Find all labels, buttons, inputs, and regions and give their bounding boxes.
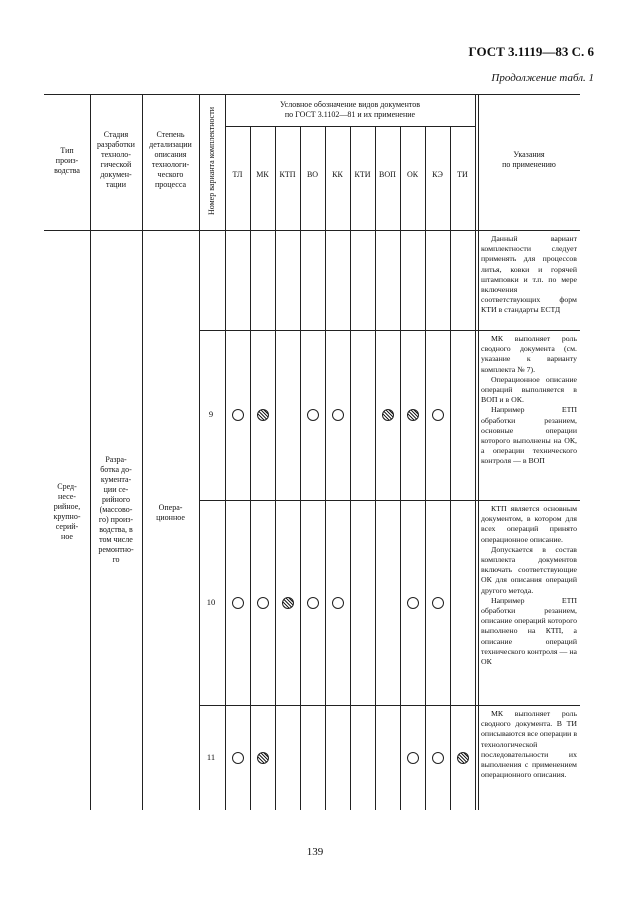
col-header-detail-line: процесса bbox=[154, 180, 187, 189]
col-header-stage-line: Стадия bbox=[103, 130, 129, 139]
empty-circle-mark bbox=[432, 752, 444, 764]
table-header-bottom-rule bbox=[44, 230, 580, 231]
body-detail-text-line: ционное bbox=[156, 513, 185, 522]
col-header-stage-line: разработки bbox=[97, 140, 135, 149]
hatched-circle-mark bbox=[382, 409, 394, 421]
hatched-circle-mark bbox=[257, 409, 269, 421]
doc-code-5: КТИ bbox=[354, 170, 371, 179]
empty-circle-mark bbox=[407, 597, 419, 609]
doc-column-rule bbox=[325, 126, 326, 810]
table-continuation-label: Продолжение табл. 1 bbox=[491, 72, 594, 84]
col-header-detail-line: детализации bbox=[149, 140, 192, 149]
col-header-detail-line: описания bbox=[154, 150, 187, 159]
doc-code-2: КТП bbox=[279, 170, 296, 179]
body-type-text-line: рийное, bbox=[53, 502, 81, 511]
hatched-circle-mark bbox=[457, 752, 469, 764]
hatched-circle-mark bbox=[407, 409, 419, 421]
body-stage-text-line: ботка до- bbox=[100, 465, 132, 474]
body-type-text bbox=[44, 482, 90, 542]
doc-code-0: ТЛ bbox=[232, 170, 243, 179]
col-header-type-line: произ- bbox=[55, 156, 79, 165]
body-stage-text-line: кумента- bbox=[100, 475, 132, 484]
col-header-stage-line: гической bbox=[100, 160, 132, 169]
doc-column-rule bbox=[350, 126, 351, 810]
col-header-docs bbox=[225, 100, 475, 120]
body-type-text-line: крупно- bbox=[53, 512, 81, 521]
table-column-rule bbox=[142, 94, 143, 810]
body-stage-text-line: том числе bbox=[99, 535, 133, 544]
page-number: 139 bbox=[306, 846, 324, 858]
col-header-stage bbox=[90, 130, 142, 190]
empty-circle-mark bbox=[257, 597, 269, 609]
usage-note-paragraph: Допускается в состав комплекта документов включать соответствующие ОК для описания операций другого метода. bbox=[481, 544, 577, 595]
body-stage-text-line: Разра- bbox=[105, 455, 127, 464]
doc-column-rule bbox=[275, 126, 276, 810]
doc-column-rule bbox=[300, 126, 301, 810]
doc-column-rule bbox=[475, 94, 476, 810]
page-header-title: ГОСТ 3.1119—83 С. 6 bbox=[468, 44, 594, 59]
doc-column-rule bbox=[375, 126, 376, 810]
usage-note bbox=[478, 234, 580, 316]
empty-circle-mark bbox=[232, 752, 244, 764]
empty-circle-mark bbox=[432, 409, 444, 421]
usage-note-paragraph: МК выполняет роль сводного документа. В ТИ описываются все операции в технологической последовательности их выполнения с применением операционного описания. bbox=[481, 709, 577, 780]
usage-note-paragraph: Например ЕТП обработки резанием, описание операций которого выполнено на КТП, а описание операций технического контроля — на ОК bbox=[481, 595, 577, 667]
body-type-text-line: Сред- bbox=[57, 482, 77, 491]
body-stage-text-line: водства, в bbox=[99, 525, 133, 534]
row-rule bbox=[199, 500, 580, 501]
variant-number: 9 bbox=[208, 409, 214, 419]
col-header-detail-line: ческого bbox=[157, 170, 184, 179]
col-header-docs-line: Условное обозначение видов документов bbox=[279, 100, 421, 109]
row-rule bbox=[199, 330, 580, 331]
col-header-type-line: водства bbox=[54, 166, 80, 175]
body-stage-text-line: го) произ- bbox=[98, 515, 134, 524]
usage-note-paragraph: Данный вариант комплектности следует применять для процессов литья, ковки и горячей штамповки и т.п. по мере включения соответствующих форм КТИ в стандарты ЕСТД bbox=[481, 234, 577, 315]
empty-circle-mark bbox=[332, 409, 344, 421]
empty-circle-mark bbox=[232, 409, 244, 421]
col-header-notes-line: Указания bbox=[513, 150, 545, 159]
doc-code-3: ВО bbox=[306, 170, 319, 179]
row-rule bbox=[199, 705, 580, 706]
usage-note-paragraph: Например ЕТП обработки резанием, основные операции которого выполнены на ОК, а операции технического контроля — в ВОП bbox=[481, 405, 577, 466]
doc-code-7: ОК bbox=[406, 170, 419, 179]
col-header-set-number: Номер варианта комплектности bbox=[207, 106, 216, 216]
col-header-stage-line: тации bbox=[106, 180, 126, 189]
hatched-circle-mark bbox=[282, 597, 294, 609]
usage-note-paragraph: Операционное описание операций выполняется в ВОП и в ОК. bbox=[481, 374, 577, 405]
empty-circle-mark bbox=[307, 409, 319, 421]
empty-circle-mark bbox=[332, 597, 344, 609]
col-header-detail-line: Степень bbox=[156, 130, 185, 139]
col-header-type bbox=[44, 146, 90, 176]
body-stage-text bbox=[90, 455, 142, 565]
doc-code-1: МК bbox=[256, 170, 269, 179]
body-detail-text-line: Опера- bbox=[158, 503, 183, 512]
usage-note-paragraph: КТП является основным документом, в котором для всех операций принято операционное описание. bbox=[481, 504, 577, 544]
usage-note-paragraph: МК выполняет роль сводного документа (см. указание к варианту комплекта № 7). bbox=[481, 334, 577, 374]
empty-circle-mark bbox=[307, 597, 319, 609]
col-header-notes bbox=[478, 150, 580, 170]
body-stage-text-line: ции се- bbox=[103, 485, 129, 494]
variant-number: 10 bbox=[206, 596, 216, 607]
table-column-rule bbox=[90, 94, 91, 810]
hatched-circle-mark bbox=[257, 752, 269, 764]
doc-column-rule bbox=[450, 126, 451, 810]
col-header-detail-line: технологи- bbox=[151, 160, 190, 169]
col-header-docs-line: по ГОСТ 3.1102—81 и их применение bbox=[284, 110, 416, 119]
doc-column-rule bbox=[250, 126, 251, 810]
body-stage-text-line: рийного bbox=[102, 495, 130, 504]
body-type-text-line: ное bbox=[61, 532, 73, 541]
doc-code-8: КЭ bbox=[432, 170, 443, 179]
doc-code-6: ВОП bbox=[379, 170, 396, 179]
empty-circle-mark bbox=[407, 752, 419, 764]
doc-code-4: КК bbox=[332, 170, 343, 179]
usage-note bbox=[478, 504, 580, 667]
col-header-detail bbox=[142, 130, 199, 190]
table-top-rule bbox=[44, 94, 580, 95]
col-header-type-line: Тип bbox=[60, 146, 74, 155]
usage-note bbox=[478, 334, 580, 467]
table-column-rule bbox=[199, 94, 200, 810]
doc-column-rule bbox=[400, 126, 401, 810]
col-header-stage-line: техноло- bbox=[101, 150, 131, 159]
doc-column-rule bbox=[425, 126, 426, 810]
body-stage-text-line: ремонтно- bbox=[98, 545, 134, 554]
empty-circle-mark bbox=[432, 597, 444, 609]
col-header-notes-line: по применению bbox=[502, 160, 556, 169]
variant-number: 11 bbox=[206, 751, 216, 762]
body-type-text-line: несе- bbox=[58, 492, 76, 501]
body-stage-text-line: го bbox=[112, 555, 120, 564]
usage-note bbox=[478, 709, 580, 780]
docs-subheader-rule bbox=[225, 126, 475, 127]
col-header-stage-line: докумен- bbox=[100, 170, 132, 179]
body-detail-text bbox=[142, 503, 199, 523]
table-column-rule bbox=[225, 94, 226, 810]
doc-code-9: ТИ bbox=[457, 170, 468, 179]
body-type-text-line: серий- bbox=[55, 522, 79, 531]
empty-circle-mark bbox=[232, 597, 244, 609]
body-stage-text-line: (массово- bbox=[99, 505, 133, 514]
